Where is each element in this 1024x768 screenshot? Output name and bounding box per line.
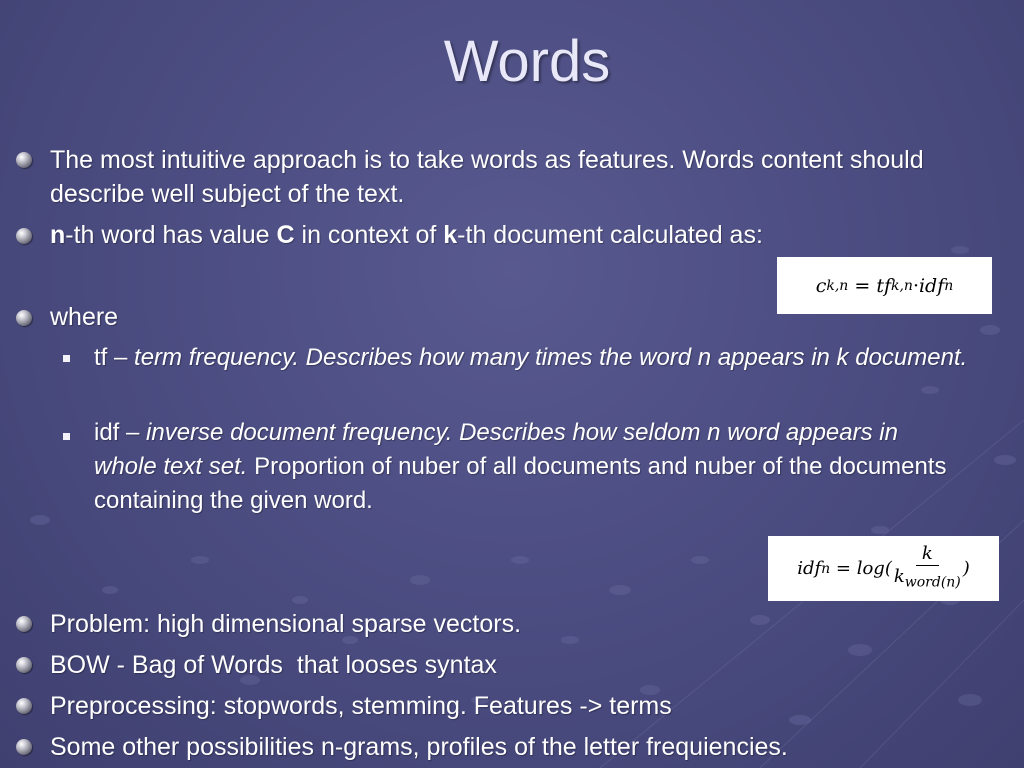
tf-term: tf – — [94, 344, 135, 371]
bullet-icon — [16, 228, 32, 244]
slide-title: Words — [443, 29, 611, 94]
definition-text-3: -th document calculated as: — [457, 221, 763, 249]
definition-text-2: in context of — [294, 221, 444, 249]
bullet-icon — [16, 310, 32, 326]
idf-term: idf – — [94, 419, 147, 446]
formula-c-kn: c k,n = tf k,n · idf n — [777, 257, 992, 314]
c-term: C — [276, 221, 295, 249]
sub-bullet-icon — [63, 355, 70, 362]
sub-bullet-idf — [94, 416, 964, 518]
bullet-preprocessing: Preprocessing: stopwords, stemming. Features -> terms — [50, 692, 672, 720]
sub-bullet-icon — [63, 433, 70, 440]
definition-text-1: -th word has value — [65, 221, 277, 249]
k-term: k — [443, 221, 458, 249]
bullet-problem: Problem: high dimensional sparse vectors. — [50, 610, 522, 638]
sub-bullet-tf — [94, 341, 999, 375]
bullet-icon — [16, 657, 32, 673]
bullet-icon — [16, 739, 32, 755]
tf-description: term frequency. Describes how many times the word n appears in k document. — [134, 344, 968, 371]
bullet-other-possibilities: Some other possibilities n-grams, profiles of the letter frequiencies. — [50, 733, 788, 761]
bullet-icon — [16, 152, 32, 168]
n-term: n — [50, 221, 66, 249]
formula-idf: idf n = log( $\frac{k}{k_{word(n)}}$ ) — [768, 536, 999, 601]
idf-proportion-text: Proportion of nuber of all documents and nuber of the documents containing the given word. — [94, 453, 947, 514]
bullet-where: where — [50, 303, 119, 331]
bullet-icon — [16, 698, 32, 714]
idf-description: inverse document frequency. Describes how seldom n word appears in whole text set. — [94, 419, 898, 480]
bullet-intro: The most intuitive approach is to take words as features. Words content should describe well subject of the text. — [50, 146, 924, 208]
bullet-icon — [16, 616, 32, 632]
bullet-bow: BOW - Bag of Words that looses syntax — [50, 651, 497, 679]
bullet-definition — [50, 218, 980, 252]
